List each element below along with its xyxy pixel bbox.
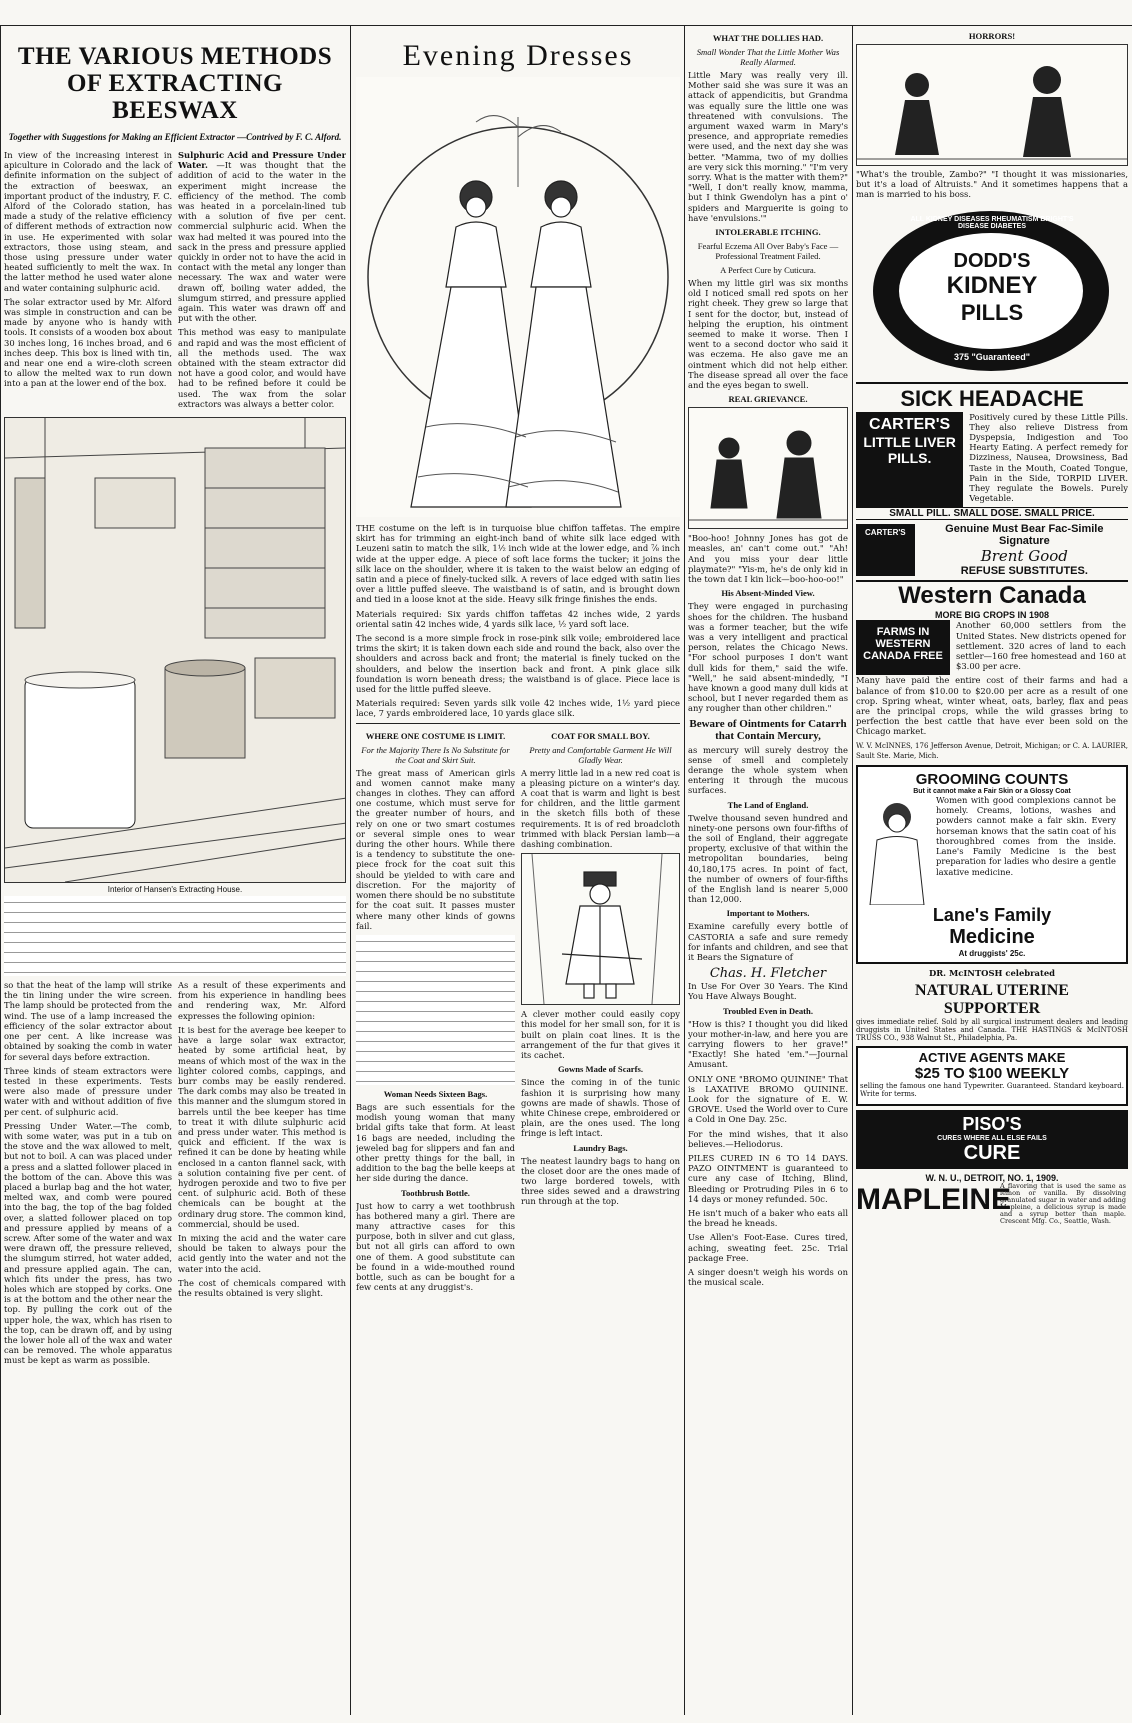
grooming-ad (856, 765, 1128, 964)
mapleine-text: A flavoring that is used the same as lemon or vanilla. By dissolving granulated sugar in water and adding Mapleine, a delicious syrup is made and a syrup better than maple. Crescent Mfg. Co., Seattle, Wash. (1000, 1182, 1126, 1226)
illustration-caption: Interior of Hansen's Extracting House. (107, 885, 243, 895)
materials2-text: Materials required: Seven yards silk voile 42 inches wide, 1½ yard piece lace, 7 yards embroidered lace, 10 yards glace silk. (356, 698, 680, 719)
small-pill-slogan: SMALL PILL. SMALL DOSE. SMALL PRICE. (856, 507, 1128, 520)
mcintosh-label: DR. McINTOSH celebrated (928, 968, 1056, 979)
second-dress-text: The second is a more simple frock in rose-pink silk voile; embroidered lace trims the skirt; it is taken down each side and round the back, also over the shoulders and across back and front; the material is finely tucked on the shoulders, and below the insertion back and front. A pink glace silk foundation is worn beneath dress; the waistband is of glace. Piece lace is used for the little puffed sleeve. (356, 633, 680, 695)
agents-title: ACTIVE AGENTS MAKE (918, 1050, 1066, 1066)
horrors-text: "What's the trouble, Zambo?" "I thought it was missionaries, but it's a load of Altruists." And it sometimes happens that a man is married to his boss. (856, 169, 1128, 200)
opinion-text: It is best for the average bee keeper to have a large solar wax extractor, heated by some artificial heat, by means of which most of the wax in the lighter colored combs, cappings, and burr combs may be easily rendered. The dark combs may also be treated in this manner and the slumgum stored in barrels until the bee keeper has time to treat it with dilute sulphuric acid and press under water. This method is quick and efficient. If the wax is refined it can be done by heating while enclosed in a canton flannel sack, with a solution containing five per cent. of hydrogen peroxide and two to five per cent. of sulphuric acid. Both of these chemicals can be bought at the ordinary drug store. The common kind, commercial, should be used. (178, 1024, 346, 1229)
extracting-house-drawing (5, 418, 346, 882)
extracting-house-illustration (4, 417, 346, 883)
itch-title: INTOLERABLE ITCHING. (715, 227, 821, 238)
laundry-text: The neatest laundry bags to hang on the closet door are the ones made of two large bordered towels, with three sides sewed and a drawstring run through at the top. (521, 1155, 680, 1207)
blurred-text-block (4, 896, 346, 976)
lanes-title: Lane's Family (932, 905, 1052, 926)
acid-title: Sulphuric Acid and Pressure Under Water. (178, 150, 346, 171)
dodds-ring-text: ALL KIDNEY DISEASES RHEUMATISM BRIGHT'S DISEASE DIABETES (910, 215, 1074, 230)
foot-ease-ad: Use Allen's Foot-Ease. Cures tired, aching, sweating feet. 25c. Trial package Free. (688, 1232, 848, 1263)
coat-text: A merry little lad in a new red coat is a pleasing picture on a winter's day. A coat that is warm and light is best for children, and the little garment in the sketch fills both of these requirements. It is of red broadcloth trimmed with black Persian lamb—a dashing combination. (521, 767, 680, 850)
itch-subtitle: Fearful Eczema All Over Baby's Face —Professional Treatment Failed. (697, 241, 839, 262)
land-text: Twelve thousand seven hundred and ninety-one persons own four-fifths of the soil of England, their aggregate property, exclusive of that within the metropolitan boundaries, being 40,180,175 acres. In point of fact, the number of owners of four-fifths of the English land is nearer 5,000 than 12,000. (688, 812, 848, 905)
column-rule (684, 25, 685, 1715)
beeswax-solar: The solar extractor used by Mr. Alford was simple in construction and can be made by anyone who is handy with tools. It consists of a wooden box about 30 inches long, 16 inches broad, and 6 inches deep. This box is lined with tin, and near one end a wire-cloth screen to allow the melted wax to run down into a pan at the lower end of the box. (4, 296, 172, 389)
boy-coat-illustration (521, 853, 680, 1005)
grooming-title: GROOMING COUNTS (915, 771, 1069, 789)
mothers-end-text: In Use For Over 30 Years. The Kind You Have Always Bought. (688, 981, 848, 1002)
laundry-title: Laundry Bags. (573, 1142, 628, 1153)
horrors-title: HORRORS! (968, 31, 1016, 41)
horrors-illustration (856, 44, 1128, 166)
dollies-subtitle: Small Wonder That the Little Mother Was Really Alarmed. (696, 47, 840, 67)
farms-free-badge: FARMS IN WESTERN CANADA FREE (856, 620, 950, 675)
lanes-price: At druggists' 25c. (958, 949, 1026, 959)
brent-good-signature: Brent Good (980, 547, 1068, 566)
sick-headache-title: SICK HEADACHE (856, 382, 1128, 412)
grooming-subtitle: But it cannot make a Fair Skin or a Glossy Coat (913, 788, 1071, 796)
limit-title: WHERE ONE COSTUME IS LIMIT. (365, 730, 506, 741)
sick-headache-text: Positively cured by these Little Pills. They also relieve Distress from Dyspepsia, Indigestion and Too Hearty Eating. A perfect remedy for Dizziness, Nausea, Drowsiness, Bad Taste in the Mouth, Coated Tongue, Pain in the Side, TORPID LIVER. They regulate the Bowels. Purely Vegetable. (969, 411, 1128, 504)
fashion-text: THE costume on the left is in turquoise blue chiffon taffetas. The empire skirt has for trimming an eight-inch band of white silk lace edged with Leuzeni satin to match the silk, 1½ inch wide at the lower edge, and ⅞ inch wide at the upper edge. A piece of soft lace forms the tucker; it joins the silk lace on the shoulder, where it is taken to the waist below an edging of satin and a piece of finely-tucked silk. A revers of lace edged with satin lies over a little puffed sleeve. The waistband is of satin, and is brought down and tied in a loose knot at the side. Heavy silk fringe finishes the ends. (356, 523, 680, 605)
evening-dresses-headline: Evening Dresses (402, 39, 634, 72)
dodds-price: 375 "Guaranteed" (953, 351, 1031, 362)
more-crops-label: MORE BIG CROPS IN 1908 (934, 610, 1050, 621)
death-text: "How is this? I thought you did liked your mother-in-law, and here you are carrying flowers to her grave!" "Exactly! She hated 'em."—Journal Amusant. (688, 1018, 848, 1070)
refuse-label: REFUSE SUBSTITUTES. (960, 565, 1088, 578)
beeswax-article (4, 25, 346, 1370)
bags-title: Woman Needs Sixteen Bags. (383, 1088, 488, 1099)
mapleine-title: MAPLEINE (856, 1183, 1012, 1217)
baker-text: He isn't much of a baker who eats all the bread he kneads. (688, 1208, 848, 1229)
method-text: This method was easy to manipulate and rapid and was the most efficient of all the methods used. The wax obtained with the steam extractor did not have a good color, and would have had to be refined before it could be used. The wax from the solar extractors was always a better color. (178, 327, 346, 409)
absent-text: They were engaged in purchasing shoes for the children. The husband was a former teacher, but the wife was a very intelligent and practical person, relates the Chicago News. "For school purposes I don't want dull kids for them," said the wife. "Well," he said absent-mindedly, "I have known a good many dull kids at school, but I never regarded them as any rougher than other children." (688, 601, 848, 714)
lamp-text: so that the heat of the lamp will strike the tin lining under the wire screen. The lamp should be protected from the wind. The use of a lamp increased the efficiency of the solar extractor about one per cent. A like increase was obtained by soaking the comb in water for several days before extraction. (4, 980, 172, 1062)
cost-text: The cost of chemicals compared with the results obtained is very slight. (178, 1277, 346, 1298)
piles-ad: PILES CURED IN 6 TO 14 DAYS. PAZO OINTMENT is guaranteed to cure any case of Itching, Blind, Bleeding or Protruding Piles in 6 to 14 days or money refunded. 50c. (688, 1153, 848, 1204)
supporter-title: SUPPORTER (943, 1000, 1041, 1018)
carters-small-logo: CARTER'S (856, 524, 915, 576)
singer-text: A singer doesn't weigh his words on the musical scale. (688, 1267, 848, 1288)
agents-ad (856, 1046, 1128, 1106)
uterine-title: NATURAL UTERINE (915, 982, 1069, 1000)
steam-text: Three kinds of steam extractors were tested in these experiments. Tests were also made of pressure under water with and without addition of five per cent. of sulphuric acid. (4, 1065, 172, 1117)
experiments-text: As a result of these experiments and from his experience in handling bees and rendering wax, Mr. Alford expresses the following opinion: (178, 980, 346, 1021)
limit-text: The great mass of American girls and women cannot make many changes in clothes. They can afford one costume, which must serve for the greater number of hours, and rely on one or two smart costumes or several simple ones to wear during the other hours. While there is a tendency to substitute the one-piece frock for the coat suit this should be yielded to with care and discretion. For the majority of women there should be no substitute for the coat suit. It passes muster where many other kinds of gowns fail. (356, 767, 515, 931)
advertisements-column (856, 25, 1128, 1229)
boy-in-coat-drawing (522, 854, 679, 1004)
grievance-title: REAL GRIEVANCE. (728, 394, 808, 405)
itch-subtitle2: A Perfect Cure by Cuticura. (720, 265, 816, 276)
dresses-illustration (356, 77, 680, 517)
pisos-title: PISO'S (962, 1114, 1022, 1135)
lanes-medicine: Medicine (949, 926, 1035, 949)
uterine-text: gives immediate relief. Sold by all surgical instrument dealers and leading druggists in United States and Canada. THE HASTINGS & McINTOSH TRUSS CO., 938 Walnut St., Philadelphia, Pa. (856, 1018, 1128, 1043)
cartoon-figures-drawing (857, 45, 1127, 165)
mothers-title: Important to Mothers. (726, 908, 810, 919)
beeswax-headline: THE VARIOUS METHODS OF EXTRACTING BEESWAX (17, 43, 333, 124)
press-text: Pressing Under Water.—The comb, with some water, was put in a tub on the stove and the wax allowed to melt, but not to boil. A can was placed under a press and a slatted follower placed in the bottom of the can. Above this was placed a burlap bag and the hot water, melted wax, and comb were poured into the bag, the top of the bag folded over, a slatted follower placed on top and pressure applied by means of a screw. After some of the water and wax were drawn off, the pressure relieved, the slumgum stirred, hot water added, and pressure applied again. The can, which fits under the press, has two holes which are stopped by corks. One is at the bottom and the other near the top. By pulling the cork out of the upper hole, the wax, which has risen to the top, can be drawn off, and by using the lower hole all of the wax and water can be removed. The whole apparatus must be kept as warm as possible. (4, 1120, 172, 1366)
scarfs-title: Gowns Made of Scarfs. (558, 1064, 643, 1075)
mothers-text: Examine carefully every bottle of CASTORIA a safe and sure remedy for infants and children, and see that it Bears the Signature of (688, 921, 848, 962)
limit-subtitle: For the Majority There Is No Substitute for the Coat and Skirt Suit. (361, 744, 510, 765)
limit-continued-text (356, 935, 515, 1085)
quinine-ad: ONLY ONE "BROMO QUININE" That is LAXATIVE BROMO QUININE. Look for the signature of E. W. GROVE. Used the World over to Cure a Cold in One Day. 25c. (688, 1073, 848, 1125)
brush-title: Toothbrush Bottle. (401, 1187, 470, 1198)
dodds-kidney-pills-ad (856, 206, 1128, 376)
land-title: The Land of England. (727, 799, 809, 810)
column-rule (0, 25, 1, 1715)
miscellany-column (688, 25, 848, 1291)
western-canada-title: Western Canada (856, 580, 1128, 610)
wnu-label: W. N. U., DETROIT, NO. 1, 1909. (925, 1173, 1059, 1184)
pills-label: PILLS (960, 299, 1024, 325)
column-rule (350, 25, 351, 1715)
catarrh-title: Beware of Ointments for Catarrh that Contain Mercury, (689, 717, 847, 742)
coat2-text: A clever mother could easily copy this model for her small son, for it is built on plain coat lines. It is the arrangement of the fur that gives it its cachet. (521, 1009, 680, 1061)
agents-text: selling the famous one hand Typewriter. Guaranteed. Standard keyboard. Write for terms. (860, 1082, 1124, 1099)
grooming-text: Women with good complexions cannot be homely. Creams, lotions, washes and powders cannot make a fair skin. Every horseman knows that the satin coat of his thoroughbred comes from the inside. Lane's Family Medicine is the best preparation for ladies who desire a gentle laxative medicine. (936, 795, 1116, 877)
lady-portrait-drawing (862, 795, 932, 905)
canada-text: Another 60,000 settlers from the United States. New districts opened for settlement. 320 acres of land to each settler—160 free homestead and 160 at $3.00 per acre. (956, 620, 1126, 672)
fletcher-signature: Chas. H. Fletcher (709, 966, 827, 982)
crying-children-drawing (689, 408, 847, 528)
little-liver-label: LITTLE LIVER PILLS. (863, 433, 956, 466)
canada-agent: W. V. McINNES, 176 Jefferson Avenue, Detroit, Michigan; or C. A. LAURIER, Sault Ste. Marie, Mich. (856, 741, 1128, 760)
pisos-cure: CURE (963, 1142, 1021, 1165)
itch-text: When my little girl was six months old I noticed small red spots on her right cheek. They grew so large that I sent for the doctor, but, instead of helping the eruption, his ointment seemed to make it worse. Then I went to a second doctor who said it was eczema. He also gave me an ointment which did not help either. The disease spread all over the face and the eyes began to swell. (688, 278, 848, 391)
coat-title: COAT FOR SMALL BOY. (551, 730, 650, 741)
beeswax-intro: In view of the increasing interest in apiculture in Colorado and the lack of definite information on the subject of the extraction of beeswax, an important product of the industry, F. C. Alford of the Colorado station, has made a study of the relative efficiency of different methods of extraction now in use. He experimented with solar extractors, those using steam, and those using pressure under water heated sufficiently to melt the wax. In the latter method he used water alone and water containing sulphuric acid. (4, 150, 172, 293)
scarfs-text: Since the coming in of the tunic fashion it is surprising how many gowns are made of shawls. Those of white Chinese crepe, embroidered or plain, are the ones used. The long fringe is left intact. (521, 1077, 680, 1139)
mind-text: For the mind wishes, that it also believes.—Heliodorus. (688, 1128, 848, 1149)
absent-title: His Absent-Minded View. (721, 588, 815, 599)
grievance-illustration (688, 407, 848, 529)
beeswax-subhead: Together with Suggestions for Making an Efficient Extractor —Contrived by F. C. Alford. (8, 132, 342, 142)
coat-subtitle: Pretty and Comfortable Garment He Will Gladly Wear. (529, 744, 672, 765)
grievance-text: "Boo-hoo! Johnny Jones has got de measles, an' can't come out." "Ah! And you miss your dear little playmate?" "Yis-m, he's de only kid in the town dat I kin lick—boo-hoo-oo!" (688, 533, 848, 585)
pisos-subtitle: CURES WHERE ALL ELSE FAILS (937, 1135, 1047, 1143)
dodds-label: DODD'S (953, 249, 1031, 272)
death-title: Troubled Even in Death. (723, 1005, 813, 1016)
two-women-dresses-drawing (356, 77, 680, 517)
materials-text: Materials required: Six yards chiffon taffetas 42 inches wide, 2 yards oriental satin 42 inches wide, 4 yards silk lace, ½ yard soft lace. (356, 608, 680, 629)
agents-amount: $25 TO $100 WEEKLY (914, 1065, 1070, 1083)
canada-more-text: Many have paid the entire cost of their farms and had a balance of from $10.00 to $20.00 per acre as a result of one crop. Spring wheat, winter wheat, oats, barley, flax and peas are the principal crops, while the wild grasses bring to perfection the best cattle that have ever been sold on the Chicago market. (856, 675, 1128, 737)
genuine-label: Genuine Must Bear Fac-Simile Signature (945, 523, 1104, 548)
pisos-ad (856, 1110, 1128, 1169)
bags-text: Bags are such essentials for the modish young woman that many bridal gifts take that form. At least 16 bags are needed, including the jeweled bag for slippers and fan and other pretty things for the ball, in addition to the bag the belle keeps at her side during the dance. (356, 1101, 515, 1184)
acid-text: —It was thought that the addition of acid to the water in the experiment might increase the efficiency of the method. The comb was heated in a porcelain-lined tub with a solution of five per cent. commercial sulphuric acid. When the wax had melted it was poured into the sack in the press and pressure applied quickly in order not to have the acid in contact with the metal any longer than necessary. The wax and water were drawn off, boiling water added, the slumgum stirred, and pressure applied again. This water was drawn off and put with the other. (178, 160, 346, 324)
dollies-title: WHAT THE DOLLIES HAD. (712, 33, 824, 43)
column-rule (852, 25, 853, 1715)
dollies-text: Little Mary was really very ill. Mother said she was sure it was an attack of appendicitis, but Grandma was equally sure the little one was threatened with convulsions. The argument waxed warm in Mary's presence, and appropriate remedies were used, and the next day she was better. "Mamma, two of my dollies are very sick this morning." "I'm very sorry. What is the matter with them?" "Well, I don't really know, mamma, but I think Gwendolyn has a pint o' spiders and Marguerite is going to have 'envulsions.'" (688, 70, 848, 223)
fashion-section (356, 25, 680, 1296)
catarrh-text: as mercury will surely destroy the sense of smell and completely derange the whole system when entering it through the mucous surfaces. (688, 744, 848, 796)
kidney-label: KIDNEY (946, 271, 1038, 299)
carters-label: CARTER'S (869, 415, 951, 433)
mixing-text: In mixing the acid and the water care should be taken to always pour the acid gently into the water and not the water into the acid. (178, 1232, 346, 1274)
brush-text: Just how to carry a wet toothbrush has bothered many a girl. There are many attractive cases for this purpose, both in silver and cut glass, but not all girls can afford to own one of them. A good substitute can be found in a wide-mouthed round bottle, such as can be bought for a few cents at any druggist's. (356, 1200, 515, 1293)
